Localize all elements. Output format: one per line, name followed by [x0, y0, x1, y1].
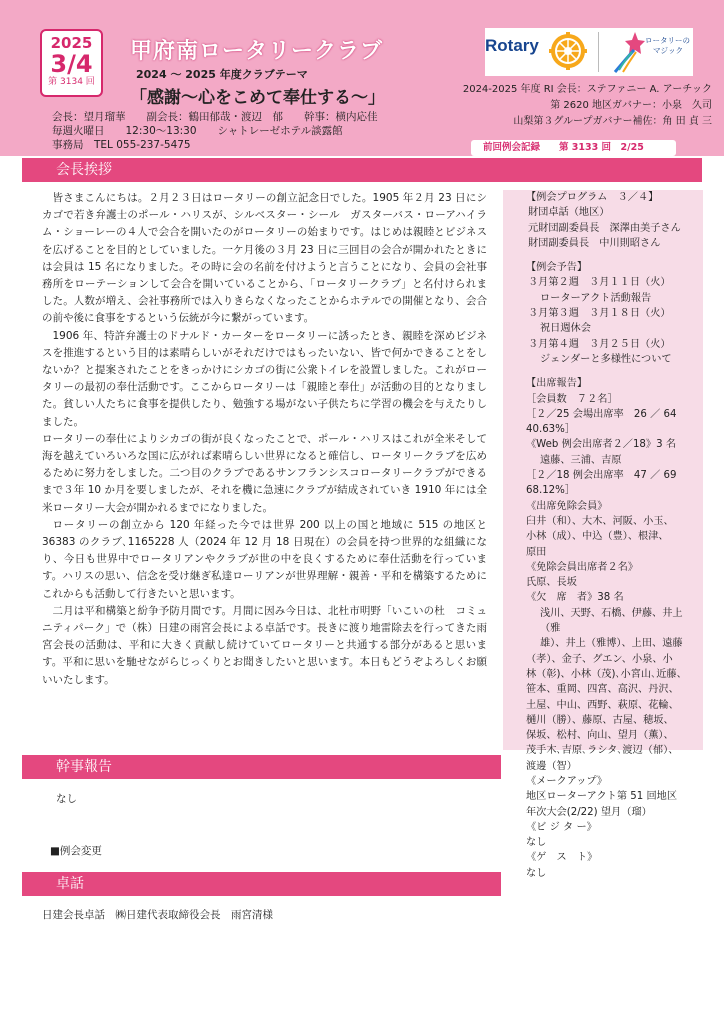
- greeting-paragraph: 二月は平和構築と紛争予防月間です。月間に因み今日は、北杜市明野「いこいの杜 コミュニティパーク」で（株）日建の雨宮会長による卓話です。長きに渡り地雷除去を行ってきた雨宮会長の活動は、平和に大きく貢献し続けていてロータリーと共通する部分があると思います。平和に思いを馳せながらじっくりとお聞きしたいと思います。本日もどうぞよろしくお願いいたします。: [42, 604, 487, 686]
- attendance-line: 地区ローターアクト第 51 回地区: [526, 791, 678, 803]
- speech-body: 日建会長卓話 ㈱日建代表取締役会長 雨宮清様: [42, 909, 273, 921]
- schedule-topic: ローターアクト活動報告: [540, 292, 652, 304]
- issue-year: 2025: [50, 34, 93, 52]
- officers-info: [52, 110, 378, 152]
- schedule-date: ３月第３週 ３月１８日（火）: [528, 308, 671, 320]
- attendance-line: 林（彰)、小林（茂)､小宮山､近藤、: [526, 668, 687, 680]
- attendance-line: 《メークアップ》: [526, 775, 608, 787]
- issue-number: 第 3134 回: [48, 77, 95, 87]
- attendance-line: 保坂、松村、向山、望月（薫）、: [526, 730, 674, 742]
- magic-logo-text: ロータリーの マジック: [645, 36, 690, 55]
- magic-star-icon: [613, 30, 645, 74]
- attendance-line: 氏原、長坂: [526, 577, 577, 589]
- officers-line: 会長：望月瑠華 副会長：鶴田郁哉・渡辺 郁 幹事：横内応佳: [52, 111, 378, 123]
- attendance-block: [526, 376, 696, 881]
- sidebar-panel: [503, 190, 703, 879]
- attendance-line: 《Web 例会出席者２／18》3 名: [526, 439, 677, 451]
- schedule-block: [526, 260, 696, 367]
- schedule-title: 【例会予告】: [526, 262, 588, 274]
- schedule-topic: ジェンダーと多様性について: [540, 353, 672, 365]
- section-speech-title: 卓話: [22, 872, 501, 896]
- program-block: [526, 190, 696, 251]
- schedule-date: ３月第４週 ３月２５日（火）: [528, 338, 671, 350]
- ri-president: 2024-2025 年度 RI 会長：ステファニー A. アーチック: [462, 84, 712, 95]
- schedule-date: ３月第２週 ３月１１日（火）: [528, 277, 671, 289]
- greeting-paragraph: ロータリーの奉仕によりシカゴの街が良くなったことで、ポール・ハリスはこれが全米そして海を越えていろいろな国に広がれば素晴らしい世界になると確信し、ロータリークラブを広めるために努力をしました。二つ目のクラブであるサンフランシスコロータリークラブができるまで３年 10 か月を要しましたが、それを機に急速にクラブが結成されていき 1910 年には全米ロータリー大会が開かれるまでになりました。: [42, 432, 487, 514]
- attendance-list: [526, 392, 696, 882]
- attendance-line: 40.63%］: [526, 424, 576, 436]
- attendance-line: 茂手木､吉原､ラシタ､渡辺（郁）、: [526, 745, 679, 757]
- attendance-line: 年次大会(2/22) 望月（瑠）: [526, 806, 652, 818]
- section-greeting-title: 会長挨拶: [22, 158, 702, 182]
- logo-divider: [598, 32, 599, 72]
- district-governor: 第 2620 地区ガバナー：小泉 久司: [550, 100, 712, 111]
- meeting-change-note: ■例会変更: [50, 845, 102, 857]
- greeting-paragraph: 皆さまこんにちは。２月２３日はロータリーの創立記念日でした。1905 年２月 23 日にシカゴで若き弁護士のポール・ハリスが、シルベスター・シール ガスターバス・ローアハイラム・ショーレーの４人で会合を開いたのがロータリーの始まりです。はじめは親睦とビジネスを広げることを目的としていました。一ケ月後の３月 23 日に三回目の会合が開かれたときには会員は 15 名になりました。その時に会の名前を付けようと言うことになり、会員の会社事務所をローテーションして会合を開いていることから、「ロータリークラブ」と名付けられました。人数が増え、会社事務所では入りきらなくなったことからホテルでの開催となり、会合の前や後に食事をするという伝統が今に繋がっています。: [42, 192, 487, 325]
- assistant-governor: 山梨第３グループガバナー補佐：角 田 貞 三: [513, 116, 712, 127]
- program-item: 財団卓話（地区）: [528, 207, 610, 219]
- district-officers: [463, 82, 712, 130]
- previous-meeting-record: 前回例会記録 第 3133 回 2/25: [471, 140, 676, 156]
- program-item: 元財団副委員長 深澤由美子さん: [528, 222, 681, 234]
- attendance-line: 小林（成）、中込（豊）、根津、: [526, 531, 669, 543]
- attendance-line: 68.12%］: [526, 485, 576, 497]
- attendance-line: なし: [526, 837, 547, 849]
- attendance-line: （孝）、金子、グエン、小泉、小: [526, 653, 673, 665]
- program-item: 財団副委員長 中川則昭さん: [528, 237, 661, 249]
- attendance-line: 《欠 席 者》38 名: [526, 592, 624, 604]
- attendance-title: 【出席報告】: [526, 378, 588, 390]
- meeting-info-line: 毎週火曜日 12:30～13:30 シャトレーゼホテル談露館: [52, 125, 343, 137]
- attendance-line: 雄）、井上（雅博）、上田、遠藤: [540, 638, 683, 650]
- president-greeting: [42, 190, 487, 689]
- logo-area: [485, 28, 693, 76]
- greeting-paragraph: ロータリーの創立から 120 年経った今では世界 200 以上の国と地域に 515 の地区と 36383 のクラブ､1165228 人（2024 年 12 月 18 日現在）の会員を持つ世界的な組織になり、今日も世界中でロータリアンやクラブが世の中を良くするために奉仕活動を行っています。ハリスの思い、信念を受け継ぎ私達ローリアンが世界理解・親善・平和を構築するためにこれからも活動して行きたいと思います。: [42, 518, 487, 600]
- attendance-line: 《ゲ ス ト》: [526, 852, 598, 864]
- attendance-line: 臼井（和）、大木、河阪、小玉、: [526, 515, 674, 527]
- club-theme: 「感謝～心をこめて奉仕する～」: [130, 88, 385, 108]
- attendance-line: 土屋、中山、西野、萩原、花輪、: [526, 699, 679, 711]
- rotary-wheel-icon: [548, 31, 588, 71]
- club-name: 甲府南ロータリークラブ: [130, 39, 384, 64]
- program-title: 【例会プログラム ３／４】: [526, 192, 659, 203]
- schedule-topic: 祝日週休会: [540, 323, 591, 335]
- attendance-line: 《出席免除会員》: [526, 500, 608, 512]
- issue-date-box: [40, 29, 103, 97]
- rotary-logo-text: Rotary: [485, 36, 539, 55]
- attendance-line: 浅川、天野、石橋、伊藤、井上（雅: [540, 607, 683, 635]
- attendance-line: ［会員数 ７２名］: [526, 393, 618, 405]
- theme-label: 2024 ～ 2025 年度クラブテーマ: [136, 68, 308, 81]
- issue-date: 3/4: [50, 50, 93, 78]
- attendance-line: 遠藤、三浦、吉原: [540, 454, 622, 466]
- office-contact-line: 事務局 TEL 055-237-5475: [52, 139, 191, 151]
- newsletter-header: [0, 0, 724, 156]
- attendance-line: 原田: [526, 546, 547, 558]
- attendance-line: 《免除会員出席者２名》: [526, 561, 639, 573]
- attendance-line: なし: [526, 867, 547, 879]
- secretary-report-body: なし: [56, 793, 77, 805]
- attendance-line: 樋川（勝）、藤原、古屋、穂坂、: [526, 714, 674, 726]
- greeting-paragraph: 1906 年、特許弁護士のドナルド・カーターをロータリーに誘ったとき、親睦を深めビジネスを推進するという目的は素晴らしいがそれだけではもったいない、皆で何かできることをしないか？と提案されたことをきっかけにシカゴの街に公衆トイレを設置しました。これがロータリーの最初の奉仕活動です。ここからロータリーは「親睦と奉仕」が活動の目的となりました。貧しい人たちに食事を提供したり、勉強する場がない子供たちに学習の機会を与えたりしました。: [42, 329, 487, 428]
- section-secretary-title: 幹事報告: [22, 755, 501, 779]
- attendance-line: ［２／18 例会出席率 47 ／ 69: [526, 470, 677, 482]
- attendance-line: ［２／25 会場出席率 26 ／ 64: [526, 408, 677, 420]
- attendance-line: 渡邊（智）: [526, 760, 577, 772]
- attendance-line: 《ビ ジ タ ー》: [526, 821, 597, 833]
- attendance-line: 笹本、重岡、四宮、高沢、丹沢、: [526, 684, 679, 696]
